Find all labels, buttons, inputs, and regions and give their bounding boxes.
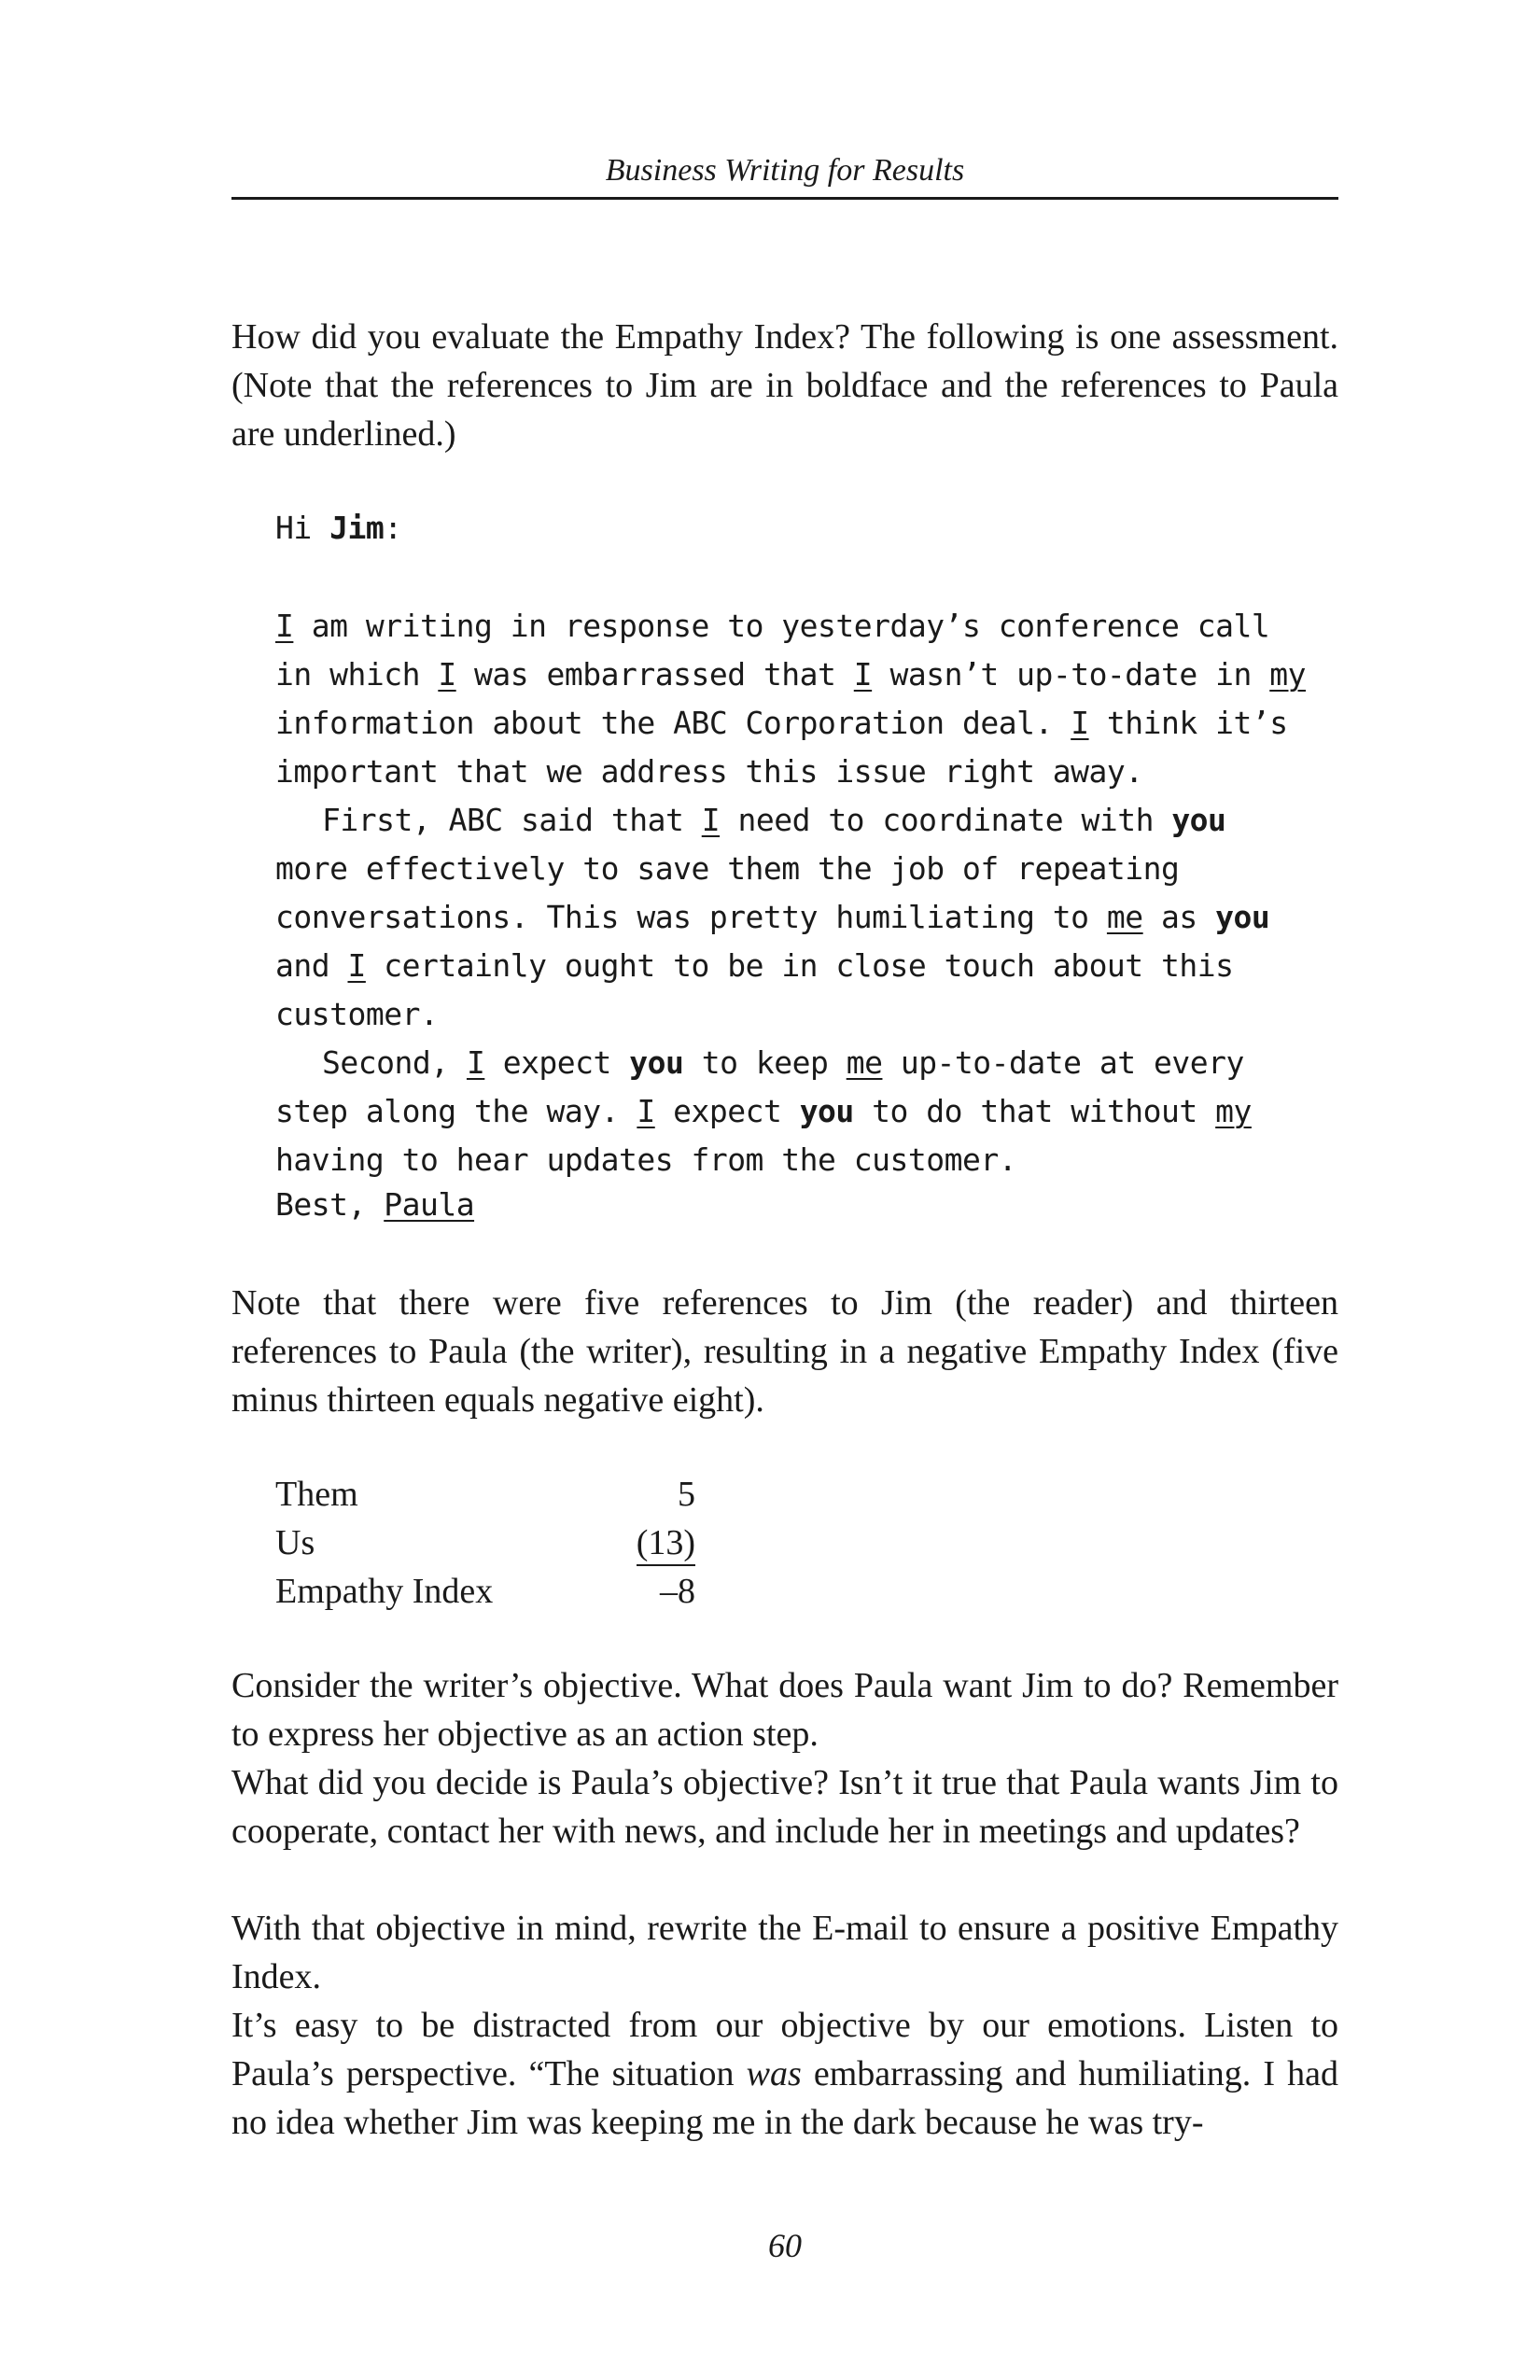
note-paragraph: Note that there were five references to Jim (the reader) and thirteen references to Paula (the writer), resulting in a negative Empathy Index (five minus thirteen equals negative eight). — [231, 1283, 1338, 1420]
table-row — [275, 1470, 695, 1519]
row-label: Us — [275, 1523, 315, 1562]
salutation-greeting: Hi — [275, 510, 312, 546]
table-row — [275, 1567, 695, 1616]
row-label: Empathy Index — [275, 1572, 494, 1611]
page-number: 60 — [768, 2227, 802, 2264]
closing-paragraph-4: It’s easy to be distracted from our objective by our emotions. Listen to Paula’s perspective. “The situation was embarrassing and humiliating. I had no idea whether Jim was keeping me in the dark because he was try- — [231, 2006, 1339, 2142]
row-value: 5 — [678, 1475, 695, 1514]
email-signoff — [275, 1181, 1311, 1229]
row-label: Them — [275, 1475, 358, 1514]
row-value: (13) — [583, 1519, 695, 1567]
running-head: Business Writing for Results — [605, 153, 965, 188]
closing-paragraph-1: Consider the writer’s objective. What does Paula want Jim to do? Remember to express her objective as an action step. — [231, 1666, 1338, 1754]
row-value: –8 — [660, 1572, 695, 1611]
email-paragraph-2: First, ABC said that I need to coordinate with you more effectively to save them the job of repeating conversations. This was pretty humiliating to me as you and I certainly ought to be in close touch about this customer. — [275, 802, 1270, 1032]
email-paragraph-1: I am writing in response to yesterday’s conference call in which I was embarrassed that I wasn’t up-to-date in my information about the ABC Corporation deal. I think it’s important that we address this issue right away. — [275, 608, 1306, 790]
closing-paragraph-3: With that objective in mind, rewrite the E-mail to ensure a positive Empathy Index. — [231, 1909, 1338, 1996]
email-body — [275, 602, 1311, 1184]
salutation-name: Jim — [329, 510, 385, 546]
email-sample — [275, 504, 1311, 553]
table-row — [275, 1519, 695, 1567]
signoff-text: Best, — [275, 1186, 385, 1223]
empathy-index-table — [275, 1470, 695, 1616]
intro-paragraph: How did you evaluate the Empathy Index? The following is one assessment. (Note that the references to Jim are in boldface and the references to Paula are underlined.) — [231, 317, 1338, 454]
closing-paragraph-2: What did you decide is Paula’s objective? Isn’t it true that Paula wants Jim to cooperate, contact her with news, and include her in meetings and updates? — [231, 1763, 1338, 1851]
signoff-name: Paula — [384, 1186, 475, 1223]
email-paragraph-3: Second, I expect you to keep me up-to-date at every step along the way. I expect you to do that without my having to hear updates from the customer. — [275, 1044, 1252, 1178]
email-salutation: Hi Jim: — [275, 510, 402, 546]
header-rule — [231, 197, 1338, 200]
